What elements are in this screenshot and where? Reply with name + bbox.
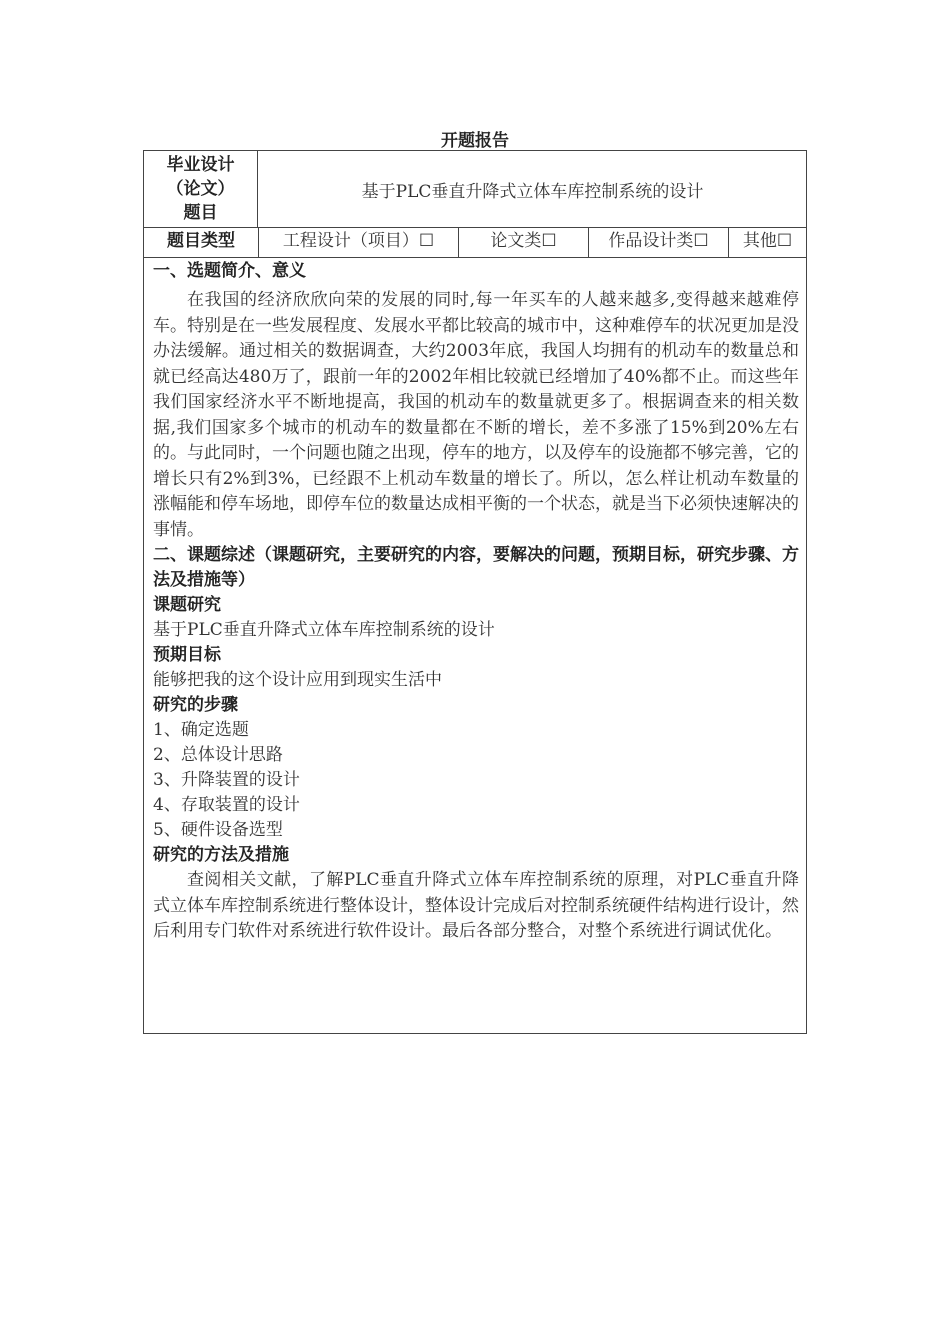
topic-row <box>144 151 806 228</box>
topic-label-line: （论文） <box>166 179 235 199</box>
goal-text: 能够把我的这个设计应用到现实生活中 <box>153 670 442 690</box>
goal-heading: 预期目标 <box>153 645 221 665</box>
step-item: 2、总体设计思路 <box>153 745 283 765</box>
topic-value: 基于PLC垂直升降式立体车库控制系统的设计 <box>361 181 704 202</box>
type-option-thesis: 论文类☐ <box>459 227 589 257</box>
research-heading: 课题研究 <box>153 595 221 615</box>
topic-label-line: 题目 <box>183 203 218 223</box>
type-option-engineering: 工程设计（项目）☐ <box>259 227 459 257</box>
topic-label <box>144 151 258 227</box>
type-label: 题目类型 <box>144 227 259 257</box>
step-item: 5、硬件设备选型 <box>153 820 283 840</box>
type-option-work: 作品设计类☐ <box>589 227 729 257</box>
step-item: 3、升降装置的设计 <box>153 770 300 790</box>
section1-heading: 一、选题简介、意义 <box>153 261 306 281</box>
section2-heading: 二、课题综述（课题研究，主要研究的内容，要解决的问题，预期目标，研究步骤、方法及措施等） <box>153 545 799 590</box>
section1-paragraph: 在我国的经济欣欣向荣的发展的同时,每一年买车的人越来越多,变得越来越难停车。特别是在一些发展程度、发展水平都比较高的城市中，这种难停车的状况更加是没办法缓解。通过相关的数据调查，大约2003年底，我国人均拥有的机动车的数量总和就已经高达480万了，跟前一年的2002年相比较就已经增加了40%都不止。而这些年我们国家经济水平不断地提高，我国的机动车的数量就更多了。根据调查来的相关数据,我们国家多个城市的机动车的数量都在不断的增长，差不多涨了15%到20%左右的。与此同时，一个问题也随之出现，停车的地方，以及停车的设施都不够完善，它的增长只有2%到3%，已经跟不上机动车数量的增长了。所以，怎么样让机动车数量的涨幅能和停车场地，即停车位的数量达成相平衡的一个状态，就是当下必须快速解决的事情。 <box>153 290 799 540</box>
step-item: 4、存取装置的设计 <box>153 795 300 815</box>
page-title: 开题报告 <box>441 131 509 151</box>
type-option-other: 其他☐ <box>742 231 793 251</box>
research-text: 基于PLC垂直升降式立体车库控制系统的设计 <box>153 620 495 640</box>
type-row <box>144 227 806 258</box>
topic-label-line: 毕业设计 <box>166 155 235 175</box>
report-table <box>143 150 807 1034</box>
method-heading: 研究的方法及措施 <box>153 845 289 865</box>
report-body <box>153 259 799 945</box>
step-item: 1、确定选题 <box>153 720 249 740</box>
steps-heading: 研究的步骤 <box>153 695 238 715</box>
method-paragraph: 查阅相关文献，了解PLC垂直升降式立体车库控制系统的原理，对PLC垂直升降式立体车库控制系统进行整体设计，整体设计完成后对控制系统硬件结构进行设计，然后利用专门软件对系统进行软件设计。最后各部分整合，对整个系统进行调试优化。 <box>153 870 799 941</box>
